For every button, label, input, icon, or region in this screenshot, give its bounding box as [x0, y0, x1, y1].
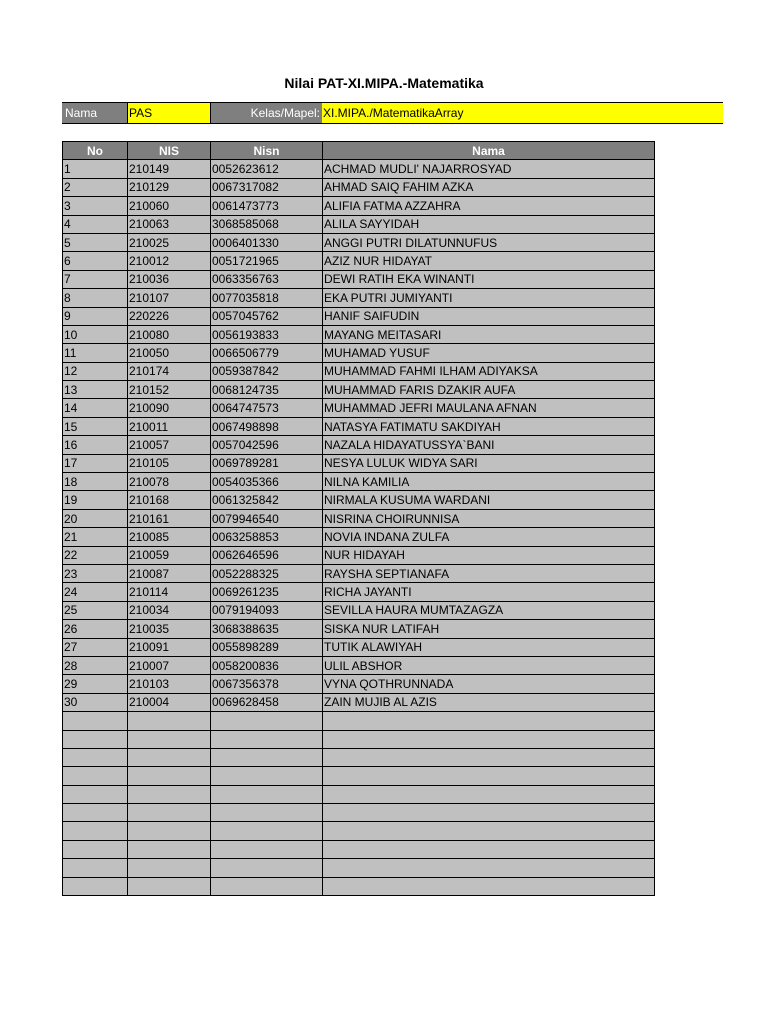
- cell-nis[interactable]: 210152: [128, 381, 211, 399]
- cell-nis[interactable]: 210087: [128, 564, 211, 582]
- cell-nama[interactable]: EKA PUTRI JUMIYANTI: [323, 289, 655, 307]
- cell-nama[interactable]: DEWI RATIH EKA WINANTI: [323, 270, 655, 288]
- cell-nis[interactable]: 210034: [128, 601, 211, 619]
- table-row: [63, 767, 655, 785]
- table-row: [63, 215, 655, 233]
- kelas-value-cell[interactable]: XI.MIPA./MatematikaArray: [322, 103, 723, 123]
- cell-nama[interactable]: [323, 712, 655, 730]
- cell-nis[interactable]: 210105: [128, 454, 211, 472]
- cell-no[interactable]: 12: [63, 362, 128, 380]
- cell-nis[interactable]: 210007: [128, 656, 211, 674]
- table-row: [63, 473, 655, 491]
- table-row: [63, 436, 655, 454]
- cell-nis[interactable]: 210107: [128, 289, 211, 307]
- cell-nis[interactable]: 210174: [128, 362, 211, 380]
- table-row: [63, 270, 655, 288]
- cell-nisn[interactable]: 0062646596: [211, 546, 323, 564]
- cell-nama[interactable]: [323, 730, 655, 748]
- student-table: [62, 141, 655, 896]
- cell-nama[interactable]: ALILA SAYYIDAH: [323, 215, 655, 233]
- cell-nis[interactable]: 210060: [128, 197, 211, 215]
- cell-nama[interactable]: NOVIA INDANA ZULFA: [323, 528, 655, 546]
- cell-no[interactable]: 2: [63, 178, 128, 196]
- cell-no[interactable]: [63, 767, 128, 785]
- cell-nama[interactable]: SISKA NUR LATIFAH: [323, 620, 655, 638]
- cell-nama[interactable]: [323, 840, 655, 858]
- cell-nama[interactable]: MUHAMMAD FARIS DZAKIR AUFA: [323, 381, 655, 399]
- cell-no[interactable]: 22: [63, 546, 128, 564]
- cell-nis[interactable]: [128, 822, 211, 840]
- nama-label: Nama: [62, 103, 127, 123]
- cell-nis[interactable]: 210036: [128, 270, 211, 288]
- cell-nisn[interactable]: 0079194093: [211, 601, 323, 619]
- table-row: [63, 675, 655, 693]
- cell-nis[interactable]: 210161: [128, 509, 211, 527]
- cell-nama[interactable]: AHMAD SAIQ FAHIM AZKA: [323, 178, 655, 196]
- cell-nisn[interactable]: 0055898289: [211, 638, 323, 656]
- cell-no[interactable]: [63, 785, 128, 803]
- cell-nisn[interactable]: 0052288325: [211, 564, 323, 582]
- cell-nisn[interactable]: 0058200836: [211, 656, 323, 674]
- cell-nama[interactable]: MUHAMAD YUSUF: [323, 344, 655, 362]
- cell-nama[interactable]: TUTIK ALAWIYAH: [323, 638, 655, 656]
- cell-no[interactable]: 1: [63, 160, 128, 178]
- cell-nisn[interactable]: 0059387842: [211, 362, 323, 380]
- cell-nisn[interactable]: 0069261235: [211, 583, 323, 601]
- table-row: [63, 601, 655, 619]
- cell-no[interactable]: 19: [63, 491, 128, 509]
- cell-nis[interactable]: 210057: [128, 436, 211, 454]
- cell-nis[interactable]: 210080: [128, 325, 211, 343]
- cell-nisn[interactable]: [211, 804, 323, 822]
- cell-nisn[interactable]: 0061473773: [211, 197, 323, 215]
- cell-nisn[interactable]: 0067356378: [211, 675, 323, 693]
- cell-no[interactable]: 24: [63, 583, 128, 601]
- cell-no[interactable]: [63, 859, 128, 877]
- table-row: [63, 638, 655, 656]
- cell-nis[interactable]: [128, 859, 211, 877]
- table-row: [63, 344, 655, 362]
- cell-nis[interactable]: 210025: [128, 233, 211, 251]
- column-header-nama: Nama: [323, 142, 655, 160]
- cell-no[interactable]: 10: [63, 325, 128, 343]
- cell-nama[interactable]: MAYANG MEITASARI: [323, 325, 655, 343]
- cell-nisn[interactable]: [211, 877, 323, 895]
- cell-nama[interactable]: [323, 822, 655, 840]
- column-header-nis: NIS: [128, 142, 211, 160]
- table-row: [63, 325, 655, 343]
- cell-nis[interactable]: 210085: [128, 528, 211, 546]
- info-header-row: [62, 102, 723, 124]
- cell-nisn[interactable]: 0063356763: [211, 270, 323, 288]
- cell-nama[interactable]: ACHMAD MUDLI' NAJARROSYAD: [323, 160, 655, 178]
- cell-nisn[interactable]: 3068388635: [211, 620, 323, 638]
- table-row: [63, 693, 655, 711]
- cell-nisn[interactable]: [211, 785, 323, 803]
- cell-no[interactable]: 20: [63, 509, 128, 527]
- cell-no[interactable]: 28: [63, 656, 128, 674]
- table-row: [63, 583, 655, 601]
- cell-nisn[interactable]: [211, 767, 323, 785]
- table-row: [63, 491, 655, 509]
- cell-nama[interactable]: [323, 877, 655, 895]
- cell-nis[interactable]: [128, 877, 211, 895]
- table-row: [63, 546, 655, 564]
- cell-nisn[interactable]: 0054035366: [211, 473, 323, 491]
- table-row: [63, 877, 655, 895]
- cell-nama[interactable]: ZAIN MUJIB AL AZIS: [323, 693, 655, 711]
- cell-nis[interactable]: 220226: [128, 307, 211, 325]
- cell-nis[interactable]: 210114: [128, 583, 211, 601]
- table-row: [63, 381, 655, 399]
- kelas-label: Kelas/Mapel:: [210, 103, 322, 123]
- cell-nis[interactable]: [128, 767, 211, 785]
- table-row: [63, 712, 655, 730]
- table-row: [63, 454, 655, 472]
- cell-nis[interactable]: [128, 804, 211, 822]
- cell-nis[interactable]: 210059: [128, 546, 211, 564]
- cell-no[interactable]: 18: [63, 473, 128, 491]
- cell-no[interactable]: [63, 804, 128, 822]
- cell-no[interactable]: 13: [63, 381, 128, 399]
- cell-nama[interactable]: NAZALA HIDAYATUSSYA`BANI: [323, 436, 655, 454]
- cell-nama[interactable]: HANIF SAIFUDIN: [323, 307, 655, 325]
- cell-nisn[interactable]: 0063258853: [211, 528, 323, 546]
- cell-nama[interactable]: NESYA LULUK WIDYA SARI: [323, 454, 655, 472]
- cell-nis[interactable]: [128, 712, 211, 730]
- cell-nisn[interactable]: 0079946540: [211, 509, 323, 527]
- cell-no[interactable]: 11: [63, 344, 128, 362]
- column-header-no: No: [63, 142, 128, 160]
- table-row: [63, 840, 655, 858]
- table-row: [63, 399, 655, 417]
- cell-no[interactable]: 8: [63, 289, 128, 307]
- cell-no[interactable]: 15: [63, 417, 128, 435]
- table-row: [63, 822, 655, 840]
- cell-nisn[interactable]: 3068585068: [211, 215, 323, 233]
- cell-nis[interactable]: 210012: [128, 252, 211, 270]
- table-row: [63, 509, 655, 527]
- cell-nama[interactable]: AZIZ NUR HIDAYAT: [323, 252, 655, 270]
- cell-nis[interactable]: [128, 840, 211, 858]
- cell-no[interactable]: 23: [63, 564, 128, 582]
- cell-no[interactable]: 25: [63, 601, 128, 619]
- cell-no[interactable]: 4: [63, 215, 128, 233]
- cell-nis[interactable]: 210011: [128, 417, 211, 435]
- table-row: [63, 859, 655, 877]
- cell-nama[interactable]: RICHA JAYANTI: [323, 583, 655, 601]
- cell-nama[interactable]: ALIFIA FATMA AZZAHRA: [323, 197, 655, 215]
- cell-nis[interactable]: [128, 730, 211, 748]
- cell-nama[interactable]: [323, 804, 655, 822]
- cell-nisn[interactable]: 0006401330: [211, 233, 323, 251]
- cell-nisn[interactable]: 0066506779: [211, 344, 323, 362]
- cell-nisn[interactable]: 0052623612: [211, 160, 323, 178]
- column-header-nisn: Nisn: [211, 142, 323, 160]
- cell-no[interactable]: 6: [63, 252, 128, 270]
- table-row: [63, 252, 655, 270]
- cell-nama[interactable]: NATASYA FATIMATU SAKDIYAH: [323, 417, 655, 435]
- cell-nama[interactable]: [323, 748, 655, 766]
- cell-nama[interactable]: ULIL ABSHOR: [323, 656, 655, 674]
- cell-no[interactable]: 7: [63, 270, 128, 288]
- cell-no[interactable]: 14: [63, 399, 128, 417]
- cell-nis[interactable]: 210129: [128, 178, 211, 196]
- cell-nis[interactable]: [128, 785, 211, 803]
- cell-nama[interactable]: NUR HIDAYAH: [323, 546, 655, 564]
- cell-no[interactable]: 27: [63, 638, 128, 656]
- cell-nis[interactable]: 210103: [128, 675, 211, 693]
- cell-nama[interactable]: NISRINA CHOIRUNNISA: [323, 509, 655, 527]
- cell-nama[interactable]: NILNA KAMILIA: [323, 473, 655, 491]
- cell-nama[interactable]: ANGGI PUTRI DILATUNNUFUS: [323, 233, 655, 251]
- table-row: [63, 362, 655, 380]
- table-row: [63, 564, 655, 582]
- nama-value-cell[interactable]: PAS: [127, 103, 210, 123]
- table-row: [63, 160, 655, 178]
- table-row: [63, 233, 655, 251]
- cell-no[interactable]: 21: [63, 528, 128, 546]
- table-row: [63, 620, 655, 638]
- cell-nisn[interactable]: 0067498898: [211, 417, 323, 435]
- cell-nisn[interactable]: [211, 859, 323, 877]
- cell-nisn[interactable]: 0069789281: [211, 454, 323, 472]
- table-header-row: [63, 142, 655, 160]
- cell-nis[interactable]: 210078: [128, 473, 211, 491]
- cell-no[interactable]: 30: [63, 693, 128, 711]
- cell-nisn[interactable]: 0069628458: [211, 693, 323, 711]
- cell-no[interactable]: 26: [63, 620, 128, 638]
- cell-nisn[interactable]: 0051721965: [211, 252, 323, 270]
- cell-nisn[interactable]: [211, 712, 323, 730]
- cell-nis[interactable]: 210090: [128, 399, 211, 417]
- cell-nama[interactable]: MUHAMMAD FAHMI ILHAM ADIYAKSA: [323, 362, 655, 380]
- table-row: [63, 307, 655, 325]
- table-row: [63, 197, 655, 215]
- cell-nisn[interactable]: 0056193833: [211, 325, 323, 343]
- cell-nisn[interactable]: [211, 822, 323, 840]
- cell-nisn[interactable]: 0077035818: [211, 289, 323, 307]
- cell-nis[interactable]: 210050: [128, 344, 211, 362]
- cell-nisn[interactable]: [211, 748, 323, 766]
- cell-nama[interactable]: NIRMALA KUSUMA WARDANI: [323, 491, 655, 509]
- table-row: [63, 785, 655, 803]
- cell-no[interactable]: 17: [63, 454, 128, 472]
- cell-nisn[interactable]: [211, 730, 323, 748]
- cell-no[interactable]: [63, 748, 128, 766]
- table-row: [63, 730, 655, 748]
- cell-nis[interactable]: 210063: [128, 215, 211, 233]
- cell-nama[interactable]: [323, 859, 655, 877]
- table-row: [63, 804, 655, 822]
- cell-nama[interactable]: VYNA QOTHRUNNADA: [323, 675, 655, 693]
- cell-nisn[interactable]: 0067317082: [211, 178, 323, 196]
- cell-nis[interactable]: 210168: [128, 491, 211, 509]
- cell-nama[interactable]: MUHAMMAD JEFRI MAULANA AFNAN: [323, 399, 655, 417]
- cell-no[interactable]: 16: [63, 436, 128, 454]
- cell-no[interactable]: 29: [63, 675, 128, 693]
- cell-nisn[interactable]: 0057045762: [211, 307, 323, 325]
- cell-no[interactable]: 3: [63, 197, 128, 215]
- cell-no[interactable]: 5: [63, 233, 128, 251]
- cell-no[interactable]: [63, 730, 128, 748]
- table-body: [63, 160, 655, 896]
- cell-nis[interactable]: 210149: [128, 160, 211, 178]
- cell-nis[interactable]: 210004: [128, 693, 211, 711]
- table-row: [63, 528, 655, 546]
- table-row: [63, 748, 655, 766]
- cell-nis[interactable]: 210091: [128, 638, 211, 656]
- table-row: [63, 289, 655, 307]
- cell-no[interactable]: [63, 840, 128, 858]
- cell-no[interactable]: [63, 877, 128, 895]
- cell-nisn[interactable]: 0061325842: [211, 491, 323, 509]
- cell-nama[interactable]: [323, 785, 655, 803]
- cell-nisn[interactable]: 0064747573: [211, 399, 323, 417]
- cell-nama[interactable]: RAYSHA SEPTIANAFA: [323, 564, 655, 582]
- cell-nama[interactable]: [323, 767, 655, 785]
- cell-nisn[interactable]: 0068124735: [211, 381, 323, 399]
- table-row: [63, 656, 655, 674]
- cell-no[interactable]: [63, 712, 128, 730]
- cell-no[interactable]: 9: [63, 307, 128, 325]
- page-title: Nilai PAT-XI.MIPA.-Matematika: [284, 75, 484, 91]
- cell-nis[interactable]: [128, 748, 211, 766]
- cell-nis[interactable]: 210035: [128, 620, 211, 638]
- table-row: [63, 178, 655, 196]
- cell-no[interactable]: [63, 822, 128, 840]
- cell-nama[interactable]: SEVILLA HAURA MUMTAZAGZA: [323, 601, 655, 619]
- cell-nisn[interactable]: 0057042596: [211, 436, 323, 454]
- cell-nisn[interactable]: [211, 840, 323, 858]
- table-row: [63, 417, 655, 435]
